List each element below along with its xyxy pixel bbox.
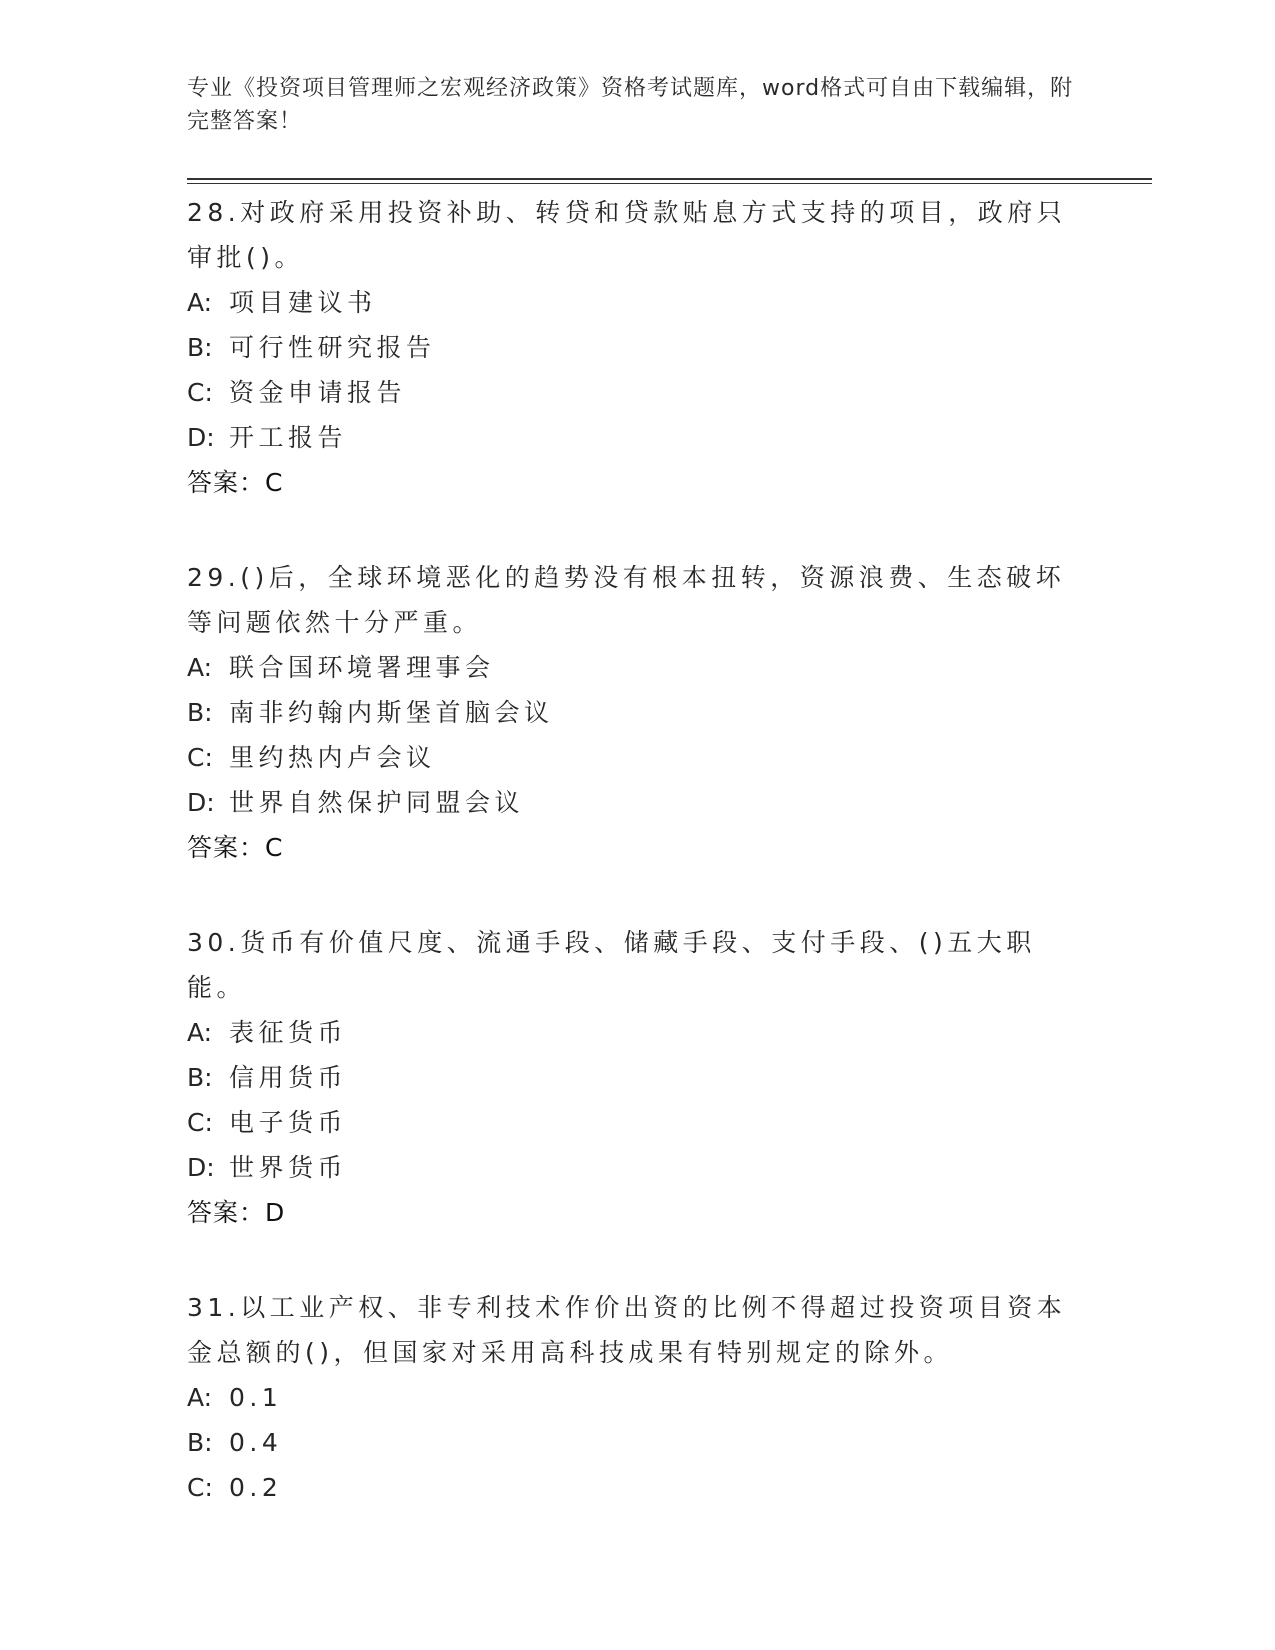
option-c	[187, 1465, 1087, 1510]
option-c	[187, 1100, 1087, 1145]
option-key: C:	[187, 743, 213, 772]
option-text: 世界货币	[229, 1153, 348, 1182]
option-text: 联合国环境署理事会	[229, 653, 495, 682]
option-text: 南非约翰内斯堡首脑会议	[229, 698, 554, 727]
option-text: 0.4	[229, 1428, 283, 1457]
option-key: C:	[187, 378, 213, 407]
option-text: 0.1	[229, 1383, 283, 1412]
answer-line: 答案：C	[187, 833, 284, 862]
option-b	[187, 1420, 1087, 1465]
question-stem: 30.货币有价值尺度、流通手段、储藏手段、支付手段、()五大职能。	[187, 928, 1036, 1002]
option-key: C:	[187, 1473, 213, 1502]
option-d	[187, 780, 1087, 825]
option-key: D:	[187, 1153, 215, 1182]
option-a	[187, 1010, 1087, 1055]
header-divider	[187, 178, 1152, 180]
question-29	[187, 555, 1087, 870]
option-key: A:	[187, 288, 213, 317]
option-a	[187, 1375, 1087, 1420]
option-key: A:	[187, 653, 213, 682]
option-key: B:	[187, 1428, 213, 1457]
option-text: 项目建议书	[229, 288, 377, 317]
option-text: 世界自然保护同盟会议	[229, 788, 525, 817]
question-stem: 29.()后，全球环境恶化的趋势没有根本扭转，资源浪费、生态破坏等问题依然十分严重。	[187, 563, 1066, 637]
question-stem: 28.对政府采用投资补助、转贷和贷款贴息方式支持的项目，政府只审批()。	[187, 198, 1067, 272]
answer-line: 答案：D	[187, 1198, 286, 1227]
option-text: 里约热内卢会议	[229, 743, 436, 772]
option-key: D:	[187, 788, 215, 817]
question-list	[187, 190, 1087, 1560]
option-c	[187, 735, 1087, 780]
document-header: 专业《投资项目管理师之宏观经济政策》资格考试题库，word格式可自由下载编辑，附完整答案！	[187, 76, 1074, 134]
option-text: 信用货币	[229, 1063, 348, 1092]
question-31	[187, 1285, 1087, 1510]
question-stem: 31.以工业产权、非专利技术作价出资的比例不得超过投资项目资本金总额的()，但国家对采用高科技成果有特别规定的除外。	[187, 1293, 1067, 1367]
option-key: D:	[187, 423, 215, 452]
option-a	[187, 280, 1087, 325]
option-d	[187, 1145, 1087, 1190]
option-text: 可行性研究报告	[229, 333, 436, 362]
option-text: 开工报告	[229, 423, 348, 452]
option-key: B:	[187, 698, 213, 727]
question-28	[187, 190, 1087, 505]
option-a	[187, 645, 1087, 690]
option-key: A:	[187, 1018, 213, 1047]
option-b	[187, 1055, 1087, 1100]
option-b	[187, 690, 1087, 735]
header-divider-thin	[187, 183, 1152, 184]
question-30	[187, 920, 1087, 1235]
answer-line: 答案：C	[187, 468, 284, 497]
option-text: 表征货币	[229, 1018, 348, 1047]
option-text: 资金申请报告	[229, 378, 407, 407]
option-key: B:	[187, 1063, 213, 1092]
option-c	[187, 370, 1087, 415]
option-key: B:	[187, 333, 213, 362]
option-key: A:	[187, 1383, 213, 1412]
option-key: C:	[187, 1108, 213, 1137]
option-text: 电子货币	[229, 1108, 348, 1137]
option-b	[187, 325, 1087, 370]
option-text: 0.2	[229, 1473, 283, 1502]
option-d	[187, 415, 1087, 460]
